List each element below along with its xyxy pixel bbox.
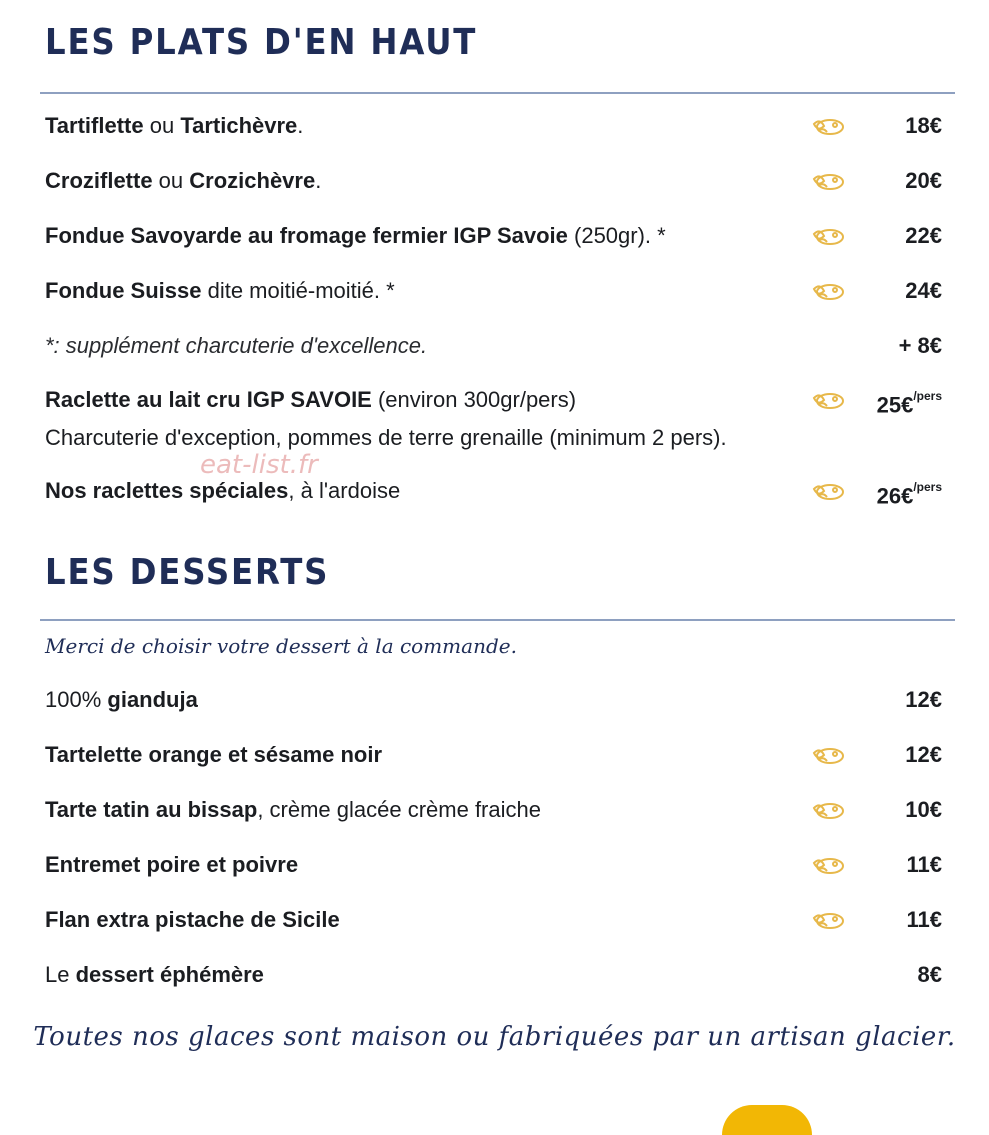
supplement-text: *: supplément charcuterie d'excellence. [45, 333, 428, 358]
menu-item [45, 216, 950, 256]
item-price: 8€ [917, 962, 942, 987]
item-name: gianduja [107, 687, 198, 712]
menu-item [45, 271, 950, 311]
supplement-price: + 8€ [898, 333, 942, 358]
item-desc-end: . [315, 168, 322, 193]
item-price: 10€ [905, 797, 942, 822]
menu-item [45, 380, 950, 420]
item-price: 22€ [905, 223, 942, 248]
item-desc: (250gr). * [567, 223, 666, 248]
item-prefix: 100% [45, 687, 108, 712]
price-unit: /pers [913, 389, 942, 403]
item-name: Flan extra pistache de Sicile [45, 907, 340, 932]
item-price: 18€ [905, 113, 942, 138]
item-name: Entremet poire et poivre [45, 852, 299, 877]
item-price: 20€ [905, 168, 942, 193]
plats-divider [40, 92, 955, 94]
desserts-title: LES DESSERTS [45, 552, 330, 593]
item-price: 24€ [905, 278, 942, 303]
item-desc: , à l'ardoise [288, 478, 401, 503]
desserts-divider [40, 619, 955, 621]
vegetarian-icon [810, 800, 846, 822]
menu-item [45, 955, 950, 995]
item-desc: , crème glacée crème fraiche [257, 797, 541, 822]
item-name: Nos raclettes spéciales [45, 478, 289, 503]
vegetarian-icon [810, 481, 846, 503]
vegetarian-icon [810, 281, 846, 303]
item-price: 26€ [876, 483, 914, 509]
menu-item [45, 680, 950, 720]
item-name: Tarte tatin au bissap [45, 797, 258, 822]
menu-item [45, 845, 950, 885]
dessert-order-note: Merci de choisir votre dessert à la commande. [45, 634, 517, 658]
item-prefix: Le [45, 962, 76, 987]
item-price: 11€ [906, 907, 942, 932]
vegetarian-icon [810, 855, 846, 877]
item-name: Croziflette [45, 168, 153, 193]
menu-item [45, 735, 950, 775]
item-name: Fondue Savoyarde au fromage fermier IGP Savoie [45, 223, 568, 248]
item-name-alt: Crozichèvre [189, 168, 316, 193]
vegetarian-icon [810, 226, 846, 248]
item-price: 12€ [905, 742, 942, 767]
menu-item [45, 471, 950, 511]
item-desc: ou [143, 113, 181, 138]
item-price: 25€ [876, 392, 914, 418]
item-desc: dite moitié-moitié. * [201, 278, 395, 303]
item-desc: ou [152, 168, 190, 193]
vegetarian-icon [810, 910, 846, 932]
vegetarian-icon [810, 390, 846, 412]
item-name: Raclette au lait cru IGP SAVOIE [45, 387, 372, 412]
menu-item [45, 161, 950, 201]
badge-logo [722, 1105, 812, 1135]
item-name: dessert éphémère [75, 962, 264, 987]
plats-title: LES PLATS D'EN HAUT [45, 22, 478, 63]
ice-cream-note: Toutes nos glaces sont maison ou fabriquées par un artisan glacier. [33, 1022, 956, 1052]
item-name-alt: Tartichèvre [180, 113, 298, 138]
vegetarian-icon [810, 171, 846, 193]
item-desc: (environ 300gr/pers) [371, 387, 577, 412]
watermark: eat-list.fr [200, 450, 318, 480]
vegetarian-icon [810, 745, 846, 767]
menu-item [45, 106, 950, 146]
item-price: 11€ [906, 852, 942, 877]
menu-item [45, 900, 950, 940]
item-price: 12€ [905, 687, 942, 712]
item-name: Tartelette orange et sésame noir [45, 742, 383, 767]
item-desc-end: . [297, 113, 304, 138]
vegetarian-icon [810, 116, 846, 138]
supplement-row [45, 326, 950, 366]
item-name: Fondue Suisse [45, 278, 202, 303]
item-subline: Charcuterie d'exception, pommes de terre grenaille (minimum 2 pers). [45, 425, 727, 450]
menu-item [45, 790, 950, 830]
price-unit: /pers [913, 480, 942, 494]
item-name: Tartiflette [45, 113, 144, 138]
